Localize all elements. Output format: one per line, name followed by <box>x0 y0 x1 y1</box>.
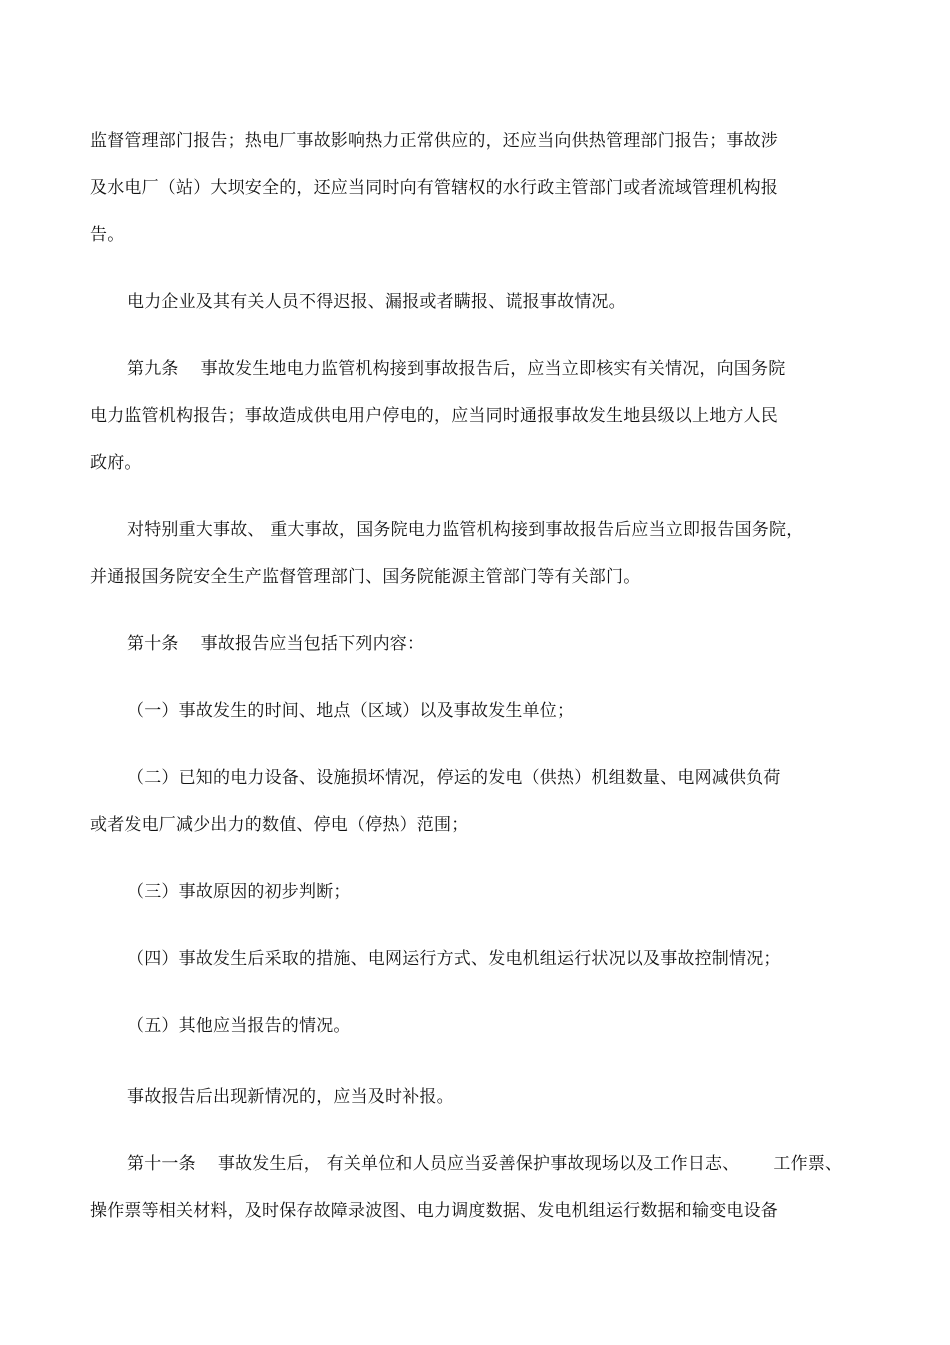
article-heading: 第十条 <box>127 634 179 654</box>
article-heading: 第十一条 <box>127 1154 196 1174</box>
list-item: （一）事故发生的时间、地点（区域）以及事故发生单位； <box>127 701 575 721</box>
paragraph-line: 事故报告后出现新情况的，应当及时补报。 <box>127 1087 454 1107</box>
text-line: 并通报国务院安全生产监督管理部门、国务院能源主管部门等有关部门。 <box>90 567 641 587</box>
text-line: 操作票等相关材料，及时保存故障录波图、电力调度数据、发电机组运行数据和输变电设备 <box>90 1201 778 1221</box>
text-line: 电力监管机构报告；事故造成供电用户停电的，应当同时通报事故发生地县级以上地方人民 <box>90 406 778 426</box>
text-line: 或者发电厂减少出力的数值、停电（停热）范围； <box>90 815 469 835</box>
text-line: 监督管理部门报告；热电厂事故影响热力正常供应的，还应当向供热管理部门报告；事故涉 <box>90 131 778 151</box>
text-line: 及水电厂（站）大坝安全的，还应当同时向有管辖权的水行政主管部门或者流域管理机构报 <box>90 178 778 198</box>
list-item: （四）事故发生后采取的措施、电网运行方式、发电机组运行状况以及事故控制情况； <box>127 949 781 969</box>
article-11-first-line <box>127 1153 842 1175</box>
list-item: （五）其他应当报告的情况。 <box>127 1016 351 1036</box>
text-line: 告。 <box>90 225 125 245</box>
article-heading: 第九条 <box>127 359 179 379</box>
paragraph-line: 电力企业及其有关人员不得迟报、漏报或者瞒报、谎报事故情况。 <box>127 292 626 312</box>
list-item: （二）已知的电力设备、设施损坏情况，停运的发电（供热）机组数量、电网减供负荷 <box>127 768 781 788</box>
article-9-first-line <box>127 358 785 380</box>
text-line: 政府。 <box>90 453 142 473</box>
article-text-tail: 工作票、 <box>773 1154 843 1174</box>
article-text: 事故发生后， 有关单位和人员应当妥善保护事故现场以及工作日志、 <box>217 1154 740 1174</box>
article-text: 事故报告应当包括下列内容： <box>200 634 425 654</box>
paragraph-line: 对特别重大事故、 重大事故，国务院电力监管机构接到事故报告后应当立即报告国务院， <box>127 520 804 540</box>
list-item: （三）事故原因的初步判断； <box>127 882 351 902</box>
article-text: 事故发生地电力监管机构接到事故报告后，应当立即核实有关情况，向国务院 <box>200 359 786 379</box>
article-10-line <box>127 633 424 655</box>
